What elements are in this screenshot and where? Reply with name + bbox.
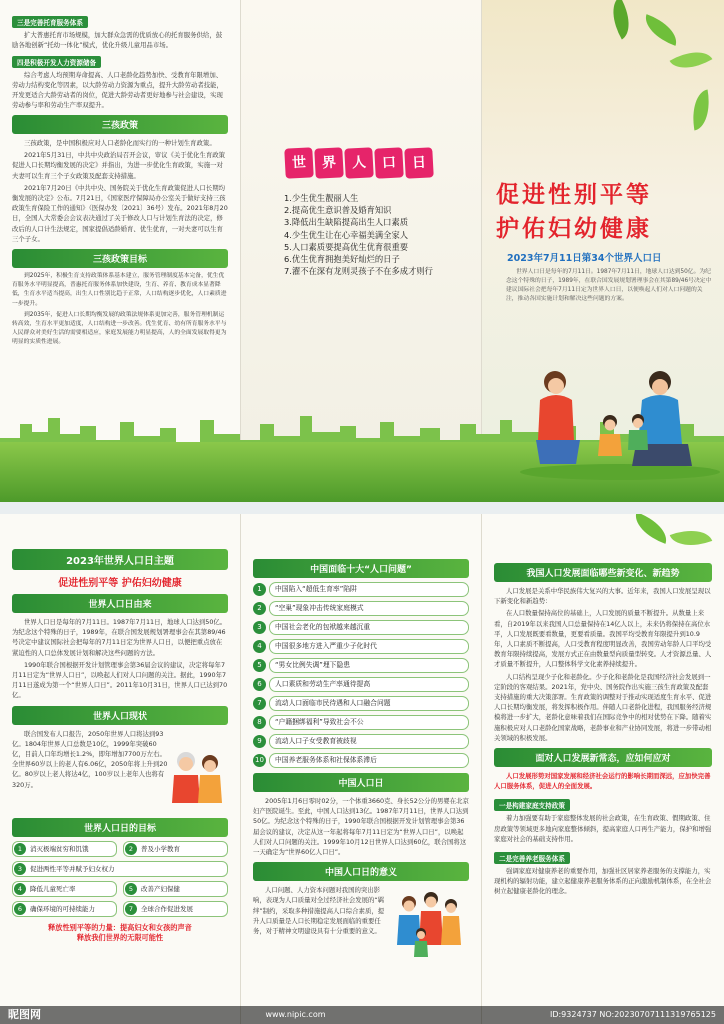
list-item xyxy=(253,582,469,597)
goal-item xyxy=(12,841,117,857)
paragraph: 联合国发布人口报告，2050年世界人口将达到93亿。1804年世界人口总数是10亿，1999年突破60亿，目前人口年均增长1.2%，即年增加7700万左右。全世界60岁以上的老人有6.06亿，2050年将上升到20亿。80岁以上老人将达4亿，100岁以上老年人也将有320万。 xyxy=(12,729,168,789)
cover-title-line: 促进性别平等 xyxy=(496,182,652,208)
section-text: 综合考虑人均预期寿命提高、人口老龄化趋势加快、受教育年限增加、劳动力结构变化等因素，以大龄劳动力资源为重点，提升大龄劳动者技能，开发更适合大龄劳动者的岗位，促进大龄劳动者更好地参与社会建设，实现劳动参与率和劳动生产率双提升。 xyxy=(12,71,223,109)
list-item xyxy=(253,715,469,730)
paragraph: 人口结构呈现少子化和老龄化。少子化和老龄化是我国经济社会发展到一定阶段的客观结果。2021年，党中央、国务院作出实施三孩生育政策及配套支持措施的重大决策部署。生育政策的调整对于推动实现适度生育水平、促进人口长期均衡发展，将发挥积极作用。伴随人口老龄化进程，我国服务经济规模将进一步扩大，老龄化意味着我们在国际竞争中的相对优势在下降。随着实施积极应对人口老龄化国家战略，老龄事业和产业协同发展，将进一步带动相关领域的积极发展。 xyxy=(494,672,712,742)
list-item: 5.人口素质要提高优生优育很重要 xyxy=(284,241,409,252)
section-heading: 2023年世界人口日主题 xyxy=(12,549,228,570)
item-text: 中国陷入“超低生育率”陷阱 xyxy=(269,582,469,597)
goal-item xyxy=(12,901,117,917)
section-tag: 二是完善养老服务体系 xyxy=(494,852,570,864)
problem-list xyxy=(253,582,469,768)
list-item: 4.少生优生让在心幸福美满全家人 xyxy=(284,229,409,240)
list-item: 3.降低出生缺陷提高出生人口素质 xyxy=(284,217,409,228)
section-heading: 面对人口发展新常态，应如何应对 xyxy=(494,748,712,767)
item-text: 人口素质和劳动生产率通待提高 xyxy=(269,677,469,692)
badge-char: 世 xyxy=(284,147,314,178)
item-text: “空巢”现象冲击传统家庭模式 xyxy=(269,601,469,616)
goal-grid xyxy=(12,841,228,917)
goal-item xyxy=(123,841,228,857)
list-item xyxy=(253,677,469,692)
leaf-decoration xyxy=(603,0,639,39)
theme-text: 促进性别平等 护佑妇幼健康 xyxy=(58,578,182,589)
paragraph: 三孩政策，是中国积极应对人口老龄化而实行的一种计划生育政策。 xyxy=(24,139,216,147)
item-text: “户籍捆绑福利”导致社会不公 xyxy=(269,715,469,730)
paragraph: 人口发展是关系中华民族伟大复兴的大事。近年来，我国人口发展呈现以下新变化和新趋势： xyxy=(494,587,711,606)
paragraph: 世界人口日是每年的7月11日。1987年7月11日，地球人口达到50亿。为纪念这个特殊的日子，1989年，在联合国发展规划署理事会在其第89/46号决定中建议国际社会把每年的7月11日定为世界人口日，以便把重点放在紧迫性的人口总体发展计划和解决这些问题的方法。 xyxy=(12,618,227,657)
crowd-illustration xyxy=(389,885,469,965)
leaf-decoration xyxy=(640,14,683,46)
goal-number: 1 xyxy=(14,843,26,855)
section-heading: 世界人口日的目标 xyxy=(12,818,228,837)
leaf-decoration xyxy=(688,90,714,131)
goal-text: 全球合作促进发展 xyxy=(141,904,193,913)
list-item: 1.少生优生靓丽人生 xyxy=(284,193,359,203)
watermark-footer xyxy=(0,1006,724,1024)
section-tag: 三是完善托育服务体系 xyxy=(12,16,88,28)
list-item xyxy=(253,696,469,711)
item-text: 中国社会老化的包袱越来越沉重 xyxy=(269,620,469,635)
goal-text: 改善产妇保健 xyxy=(141,884,180,893)
cover-date-line: 2023年7月11日第34个世界人口日 xyxy=(507,253,662,264)
cover-title xyxy=(496,178,716,246)
section-heading: 世界人口现状 xyxy=(12,706,228,725)
item-number: 8 xyxy=(253,716,266,729)
paragraph: 2021年5月31日，中共中央政治局召开会议，审议《关于优化生育政策促进人口长期均衡发展的决定》并指出，为进一步优化生育政策，实施一对夫妻可以生育三个子女政策及配套支持措施。 xyxy=(12,151,226,180)
paragraph: 强调家庭对健康养老的重要作用，加强社区居家养老服务的支撑能力，实现机构的辐射功能，建立起健康养老服务体系的正向激励机制体系，在全社会树立起健康老龄化的理念。 xyxy=(494,867,712,896)
badge-char: 人 xyxy=(344,147,374,178)
section-heading: 三孩政策 xyxy=(12,115,228,134)
goal-number: 5 xyxy=(125,883,137,895)
paragraph: 2005年1月6日零时02分，一个体重3660克、身长52公分的男婴在北京妇产医院诞生。至此，中国人口达到13亿。1987年7月11日，世界人口达到50亿。为纪念这个特殊的日子，1990年联合国根据开发计划管理事会第36届会议的建议，决定从这一年起将每年7月11日定为“世界人口日”，以唤起人们对人口问题的关注。1999年10月12日世界人口达到60亿，联合国将这一天确定为“世界60亿人口日”。 xyxy=(253,797,469,857)
back-left-panel xyxy=(0,514,241,1024)
item-number: 2 xyxy=(253,602,266,615)
goal-number: 2 xyxy=(125,843,137,855)
list-item xyxy=(253,601,469,616)
brochure-front xyxy=(0,0,724,502)
goal-text: 消灭极端贫穷和饥饿 xyxy=(30,844,89,853)
item-text: “男女比例失调”埋下隐患 xyxy=(269,658,469,673)
badge-char: 界 xyxy=(314,147,344,178)
highlight-paragraph: 人口发展形势对国家发展和经济社会运行的影响长期而深远，应加快完善人口服务体系，促进人的全面发展。 xyxy=(494,772,711,791)
list-item: 6.优生优育拥抱美好灿烂的日子 xyxy=(284,254,400,265)
paragraph: 到2025年，积极生育支持政策体系基本建立，服务管理制度基本完备，优生优育服务水平明显提高，普惠托育服务体系加快建设，生育、养育、教育成本显著降低，生育水平适当提高，出生人口性别比趋于正常，人口结构逐步优化，人口素质进一步提升。 xyxy=(12,273,227,307)
section-text: 扩大普惠托育市场规模，加大群众急需的优质放心的托育服务供给，鼓励各地创新“托幼一体化”模式，优化升级儿童用品市场。 xyxy=(12,31,223,49)
section-heading: 中国面临十大“人口问题” xyxy=(253,559,469,578)
goal-item xyxy=(12,881,117,897)
goal-number: 4 xyxy=(14,883,26,895)
world-population-day-badge xyxy=(285,148,433,178)
elderly-family-illustration xyxy=(168,743,228,813)
section-tag: 一是构建家庭支持政策 xyxy=(494,799,570,811)
list-item xyxy=(253,658,469,673)
item-number: 5 xyxy=(253,659,266,672)
item-number: 9 xyxy=(253,735,266,748)
section-heading: 三孩政策目标 xyxy=(12,249,228,268)
item-number: 4 xyxy=(253,640,266,653)
list-item xyxy=(253,639,469,654)
list-item xyxy=(253,620,469,635)
leaf-decoration xyxy=(630,514,673,544)
goal-item xyxy=(123,881,228,897)
item-number: 1 xyxy=(253,583,266,596)
goal-item xyxy=(12,861,228,877)
item-text: 中国很多地方进入严重少子化时代 xyxy=(269,639,469,654)
list-item: 7.濯不在深有龙则灵孩子不在多成才则行 xyxy=(284,266,433,277)
badge-char: 口 xyxy=(374,147,404,178)
slogan-line: 释放我们世界的无限可能性 xyxy=(76,932,164,942)
family-illustration xyxy=(510,360,720,480)
slogan-list xyxy=(284,192,474,277)
item-number: 6 xyxy=(253,678,266,691)
section-heading: 世界人口日由来 xyxy=(12,594,228,613)
item-number: 3 xyxy=(253,621,266,634)
goal-number: 7 xyxy=(125,903,137,915)
goal-item xyxy=(123,901,228,917)
item-number: 10 xyxy=(253,754,266,767)
section-heading: 中国人口日 xyxy=(253,773,469,792)
paragraph: 2021年7月20日《中共中央、国务院关于优化生育政策促进人口长期均衡发展的决定》公布。7月21日，《国家医疗保障局办公室关于做好支持三孩政策生育保险工作的通知》（医保办发〔2021〕36号）发布。2021年8月20日，全国人大常委会会议表决通过了关于修改人口与计划生育法的决定，修改后的人口计生法规定，国家提倡适龄婚育、优生优育，一对夫妻可以生育三个子女。 xyxy=(12,183,228,243)
cover-intro: 世界人口日是每年的7月11日。1987年7月11日，地球人口达到50亿。为纪念这个特殊的日子，1989年，在联合国发展规划署理事会在其第89/46号决定中建议国际社会把每年7月11日定为世界人口日，以便唤起人们对人口问题的关注，推动各国实施计划和解决这些问题的方案。 xyxy=(506,269,712,302)
leaf-decoration xyxy=(670,42,713,78)
slogan-line: 释放性别平等的力量：提高妇女和女孩的声音 xyxy=(48,922,192,932)
paragraph: 着力加强要有助于家庭整体发展的社会政策，在生育政策、假期政策、住房政策等领域更多地向家庭整体倾斜，提高家庭人口再生产能力，保护和增强家庭对社会的基础支持作用。 xyxy=(494,814,712,843)
site-logo: 昵图网 xyxy=(8,1008,41,1021)
back-middle-panel xyxy=(241,514,482,1024)
section-tag: 四是积极开发人力资源储备 xyxy=(12,56,101,68)
sheet-separator xyxy=(0,502,724,514)
section-heading: 我国人口发展面临哪些新变化、新趋势 xyxy=(494,563,712,582)
goal-text: 确保环境的可持续能力 xyxy=(30,904,95,913)
meaning-block xyxy=(253,885,469,965)
list-item xyxy=(253,753,469,768)
paragraph: 在人口数量保持高位的基础上，人口发展的质量不断提升。从数量上来看，自2019年以来我国人口总量保持在14亿人以上，未来仍将保持在高位水平，人口发展既要看数量，更要看质量。我国平均受教育年限提升到10.9年，人口素质不断提高，人口受教育程度明显改善，我国劳动年龄人口平均受教育年限持续提高，发展方式正在由数量型向质量型转变。人才资源总量、人才质量不断提升，人口整体科学文化素养持续提升。 xyxy=(494,609,712,669)
item-number: 7 xyxy=(253,697,266,710)
goal-number: 6 xyxy=(14,903,26,915)
leaf-decoration xyxy=(670,522,713,554)
goal-text: 促进两性平等并赋予妇女权力 xyxy=(30,864,115,873)
item-text: 流动人口面临市民待遇和人口融合问题 xyxy=(269,696,469,711)
list-item: 2.提高优生意识普及婚育知识 xyxy=(284,205,392,216)
goal-text: 降低儿童死亡率 xyxy=(30,884,76,893)
site-url: www.nipic.com xyxy=(265,1010,326,1019)
paragraph: 人口问题、人力资本问题对我国的突出影响，表现为人口质量对全过经济社会发展的“羁绊”制约，采取多种措施提高人口综合素质，提升人口质量是人口长期稳定发展面临的重要任务，对于精神文明建设具有十分重要的意义。 xyxy=(253,886,385,936)
back-right-panel xyxy=(482,514,724,1024)
paragraph: 1990年联合国根据开发计划管理事会第36届会议的建议，决定将每年7月11日定为“世界人口日”，以唤起人们对人口问题的关注。据此，1990年7月11日遂成为第一个“世界人口日”。2011年10月31日，世界人口已达到70亿。 xyxy=(12,660,228,700)
brochure-back xyxy=(0,514,724,1024)
paragraph: 到2035年，促进人口长期均衡发展的政策法规体系更加完善，服务管理机制运转高效，生育水平更加适度，人口结构进一步改善。优生优育、幼有所育服务水平与人民群众对美好生活的需要相适应，家庭发展能力明显提高，人的全面发展取得更为明显的实质性进展。 xyxy=(12,311,227,346)
badge-char: 日 xyxy=(404,147,434,178)
status-block xyxy=(12,729,228,813)
item-text: 流动人口子女受教育被歧视 xyxy=(269,734,469,749)
goal-text: 普及小学教育 xyxy=(141,844,180,853)
image-id: ID:9324737 NO:20230707111319765125 xyxy=(549,1010,716,1019)
cover-title-line: 护佑妇幼健康 xyxy=(496,216,652,242)
item-text: 中国养老服务体系和社保体系滞后 xyxy=(269,753,469,768)
goal-number: 3 xyxy=(14,863,26,875)
list-item xyxy=(253,734,469,749)
section-heading: 中国人口日的意义 xyxy=(253,862,469,881)
